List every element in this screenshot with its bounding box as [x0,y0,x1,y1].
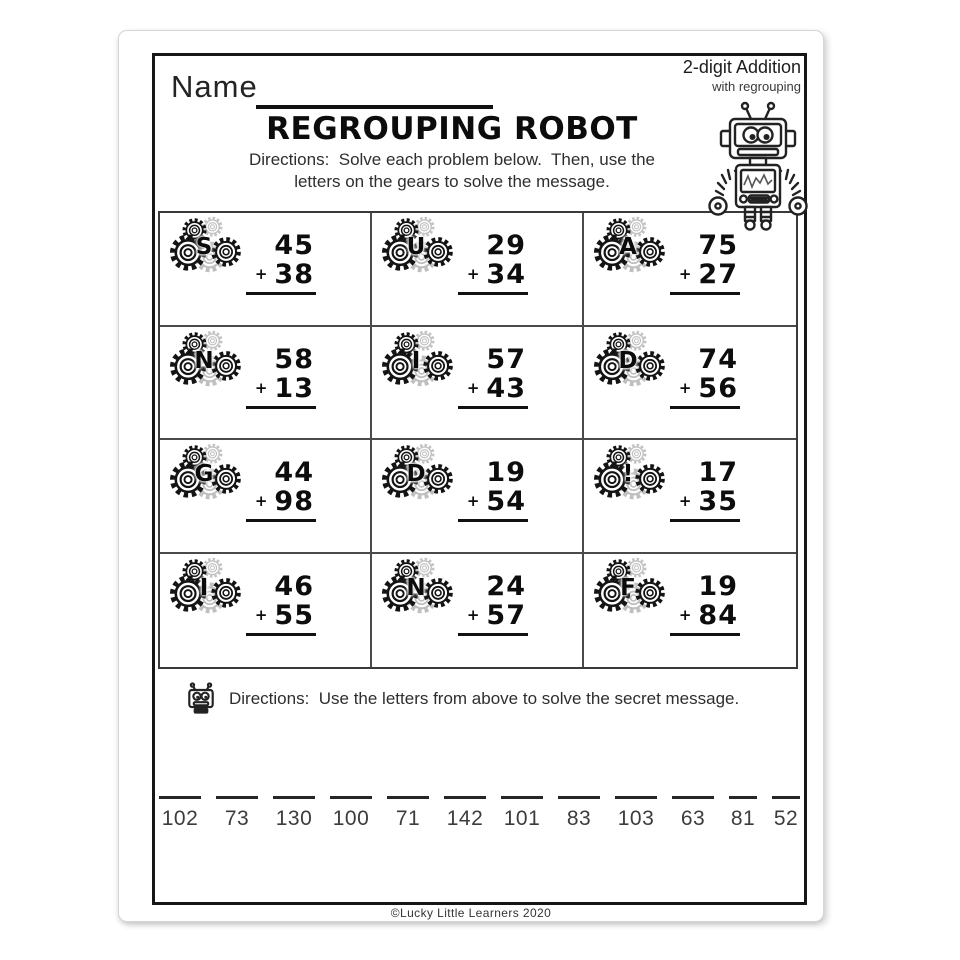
gear-letter: D [406,461,426,487]
gear-letter: F [620,574,636,601]
sum-line [246,292,316,295]
addend-bottom: 98 [274,486,314,517]
blank-line [729,796,757,799]
addition-problem [676,572,740,636]
blank-line [387,796,429,799]
blank-number: 81 [730,807,756,830]
blank-number: 100 [332,807,370,830]
blank-number: 130 [275,807,313,830]
secret-directions: Directions: Use the letters from above to solve the secret message. [229,689,740,708]
blank-line [672,796,714,799]
addend-top: 58 [274,343,314,375]
answer-blank [772,796,800,831]
addend-top: 19 [486,457,526,488]
addend-bottom: 38 [274,259,314,290]
answer-blank [387,796,429,831]
answer-blank [729,796,757,831]
addition-problem [464,458,528,522]
worksheet-type-line2: with regrouping [712,79,801,94]
blank-line [273,796,315,799]
blank-line [444,796,486,799]
sum-line [458,292,528,295]
blank-number: 142 [446,807,484,830]
addend-bottom: 43 [486,372,526,404]
addition-problem [676,345,740,409]
answer-blank [216,796,258,831]
plus-sign: + [254,265,269,283]
sum-line [458,406,528,409]
gear-letter: D [618,347,638,374]
name-blank-line [256,105,493,109]
plus-sign: + [254,378,269,397]
plus-sign: + [678,378,693,397]
robot-icon [697,99,819,231]
addend-top: 57 [486,343,526,375]
plus-sign: + [466,605,481,624]
addend-bottom: 84 [698,599,738,631]
addition-problem [252,458,316,522]
blank-number: 83 [566,807,592,830]
addend-top: 17 [698,457,738,488]
addition-problem [252,231,316,295]
plus-sign: + [678,605,693,624]
problem-cell [372,213,584,327]
gear-cluster-icon [592,443,668,509]
sum-line [246,406,316,409]
addend-bottom: 55 [274,599,314,631]
answer-blank [273,796,315,831]
addend-bottom: 54 [486,486,526,517]
page-title: REGROUPING ROBOT [266,111,638,147]
addend-top: 19 [698,570,738,602]
addition-problem [676,458,740,522]
problem-cell [372,327,584,441]
addend-bottom: 27 [698,259,738,290]
gear-cluster-icon [380,443,456,509]
blank-line [501,796,543,799]
addend-bottom: 13 [274,372,314,404]
worksheet-type-line1: 2-digit Addition [682,57,801,77]
gear-letter: ! [622,461,634,487]
gear-letter: S [195,234,213,260]
problem-cell [584,327,796,441]
gear-letter: N [406,574,426,601]
problems-grid [158,211,798,669]
addend-top: 46 [274,570,314,602]
answer-blank [330,796,372,831]
gear-cluster-icon [592,216,668,282]
problem-cell [372,554,584,668]
plus-sign: + [678,265,693,283]
addend-bottom: 34 [486,259,526,290]
plus-sign: + [678,492,693,510]
answer-blank [558,796,600,831]
addition-problem [252,572,316,636]
plus-sign: + [254,492,269,510]
sum-line [246,633,316,636]
sum-line [458,633,528,636]
gear-cluster-icon [380,330,456,396]
gear-letter: N [194,347,214,374]
problem-cell [160,440,372,554]
addend-top: 74 [698,343,738,375]
directions-line1: Directions: Solve each problem below. Then, use the [248,150,656,169]
answer-blank [672,796,714,831]
addition-problem [252,345,316,409]
sum-line [246,519,316,522]
footer-copyright: ©Lucky Little Learners 2020 [390,906,552,920]
addend-bottom: 57 [486,599,526,631]
gear-letter: I [411,347,421,374]
gear-letter: A [619,234,637,260]
name-label: Name [171,69,258,104]
problem-cell [160,213,372,327]
blank-line [159,796,201,799]
answer-blank [444,796,486,831]
plus-sign: + [466,492,481,510]
gear-cluster-icon [380,557,456,623]
plus-sign: + [254,605,269,624]
answer-blanks [159,796,803,831]
answer-blank [615,796,657,831]
gear-cluster-icon [380,216,456,282]
sum-line [458,519,528,522]
addition-problem [464,572,528,636]
gear-letter: I [199,574,209,601]
blank-number: 52 [773,807,799,830]
addition-problem [464,231,528,295]
plus-sign: + [466,378,481,397]
blank-number: 103 [617,807,655,830]
addition-problem [464,345,528,409]
secret-directions-row [183,681,739,717]
problem-cell [584,554,796,668]
blank-number: 63 [680,807,706,830]
addend-top: 29 [486,230,526,261]
sum-line [670,633,740,636]
blank-line [558,796,600,799]
worksheet-page [118,30,824,922]
gear-cluster-icon [168,557,244,623]
addend-bottom: 56 [698,372,738,404]
blank-number: 102 [161,807,199,830]
problem-cell [160,327,372,441]
sum-line [670,292,740,295]
addend-top: 45 [274,230,314,261]
addend-top: 44 [274,457,314,488]
addend-top: 24 [486,570,526,602]
answer-blank [159,796,201,831]
gear-cluster-icon [168,330,244,396]
blank-line [216,796,258,799]
addend-top: 75 [698,230,738,261]
gear-letter: G [194,461,214,487]
gear-cluster-icon [168,216,244,282]
gear-cluster-icon [592,330,668,396]
blank-line [615,796,657,799]
directions-line2: letters on the gears to solve the message. [294,172,610,191]
gear-cluster-icon [592,557,668,623]
sum-line [670,406,740,409]
gear-letter: U [406,234,426,260]
blank-line [330,796,372,799]
problem-cell [372,440,584,554]
answer-blank [501,796,543,831]
blank-number: 101 [503,807,541,830]
addition-problem [676,231,740,295]
blank-number: 73 [224,807,250,830]
worksheet-type-tag [683,57,801,94]
problem-cell [584,440,796,554]
robot-head-icon [183,682,219,716]
problem-cell [160,554,372,668]
blank-line [772,796,800,799]
sum-line [670,519,740,522]
blank-number: 71 [395,807,421,830]
addend-bottom: 35 [698,486,738,517]
gear-cluster-icon [168,443,244,509]
plus-sign: + [466,265,481,283]
